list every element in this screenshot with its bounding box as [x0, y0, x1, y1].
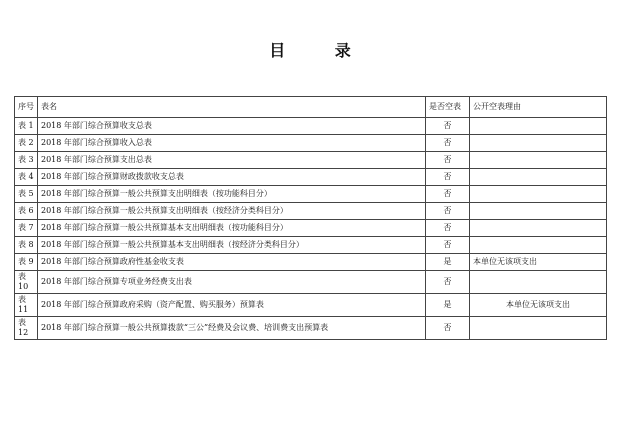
- row-reason: [470, 317, 607, 340]
- table-header-row: [15, 97, 607, 118]
- table-row: [15, 186, 607, 203]
- row-reason: [470, 186, 607, 203]
- page-title: 目 录: [269, 41, 373, 60]
- table-row: [15, 118, 607, 135]
- row-name: 2018 年部门综合预算一般公共预算基本支出明细表（按功能科目分）: [38, 220, 426, 237]
- table-row: [15, 220, 607, 237]
- catalog-table: [14, 96, 607, 340]
- row-empty: 否: [426, 237, 470, 254]
- row-no: 表 11: [15, 294, 38, 317]
- row-reason: [470, 135, 607, 152]
- row-empty: 是: [426, 254, 470, 271]
- row-empty: 否: [426, 203, 470, 220]
- row-no: 表 1: [15, 118, 38, 135]
- table-row: [15, 203, 607, 220]
- table-row: [15, 317, 607, 340]
- row-no: 表 6: [15, 203, 38, 220]
- row-no: 表 9: [15, 254, 38, 271]
- row-reason: [470, 152, 607, 169]
- table-row: [15, 135, 607, 152]
- row-empty: 否: [426, 118, 470, 135]
- row-name: 2018 年部门综合预算一般公共预算支出明细表（按功能科目分）: [38, 186, 426, 203]
- row-empty: 否: [426, 152, 470, 169]
- row-empty: 否: [426, 271, 470, 294]
- row-reason: [470, 220, 607, 237]
- row-no: 表 8: [15, 237, 38, 254]
- row-empty: 否: [426, 169, 470, 186]
- row-name: 2018 年部门综合预算一般公共预算基本支出明细表（按经济分类科目分）: [38, 237, 426, 254]
- table-row: [15, 294, 607, 317]
- row-empty: 是: [426, 294, 470, 317]
- row-reason: 本单位无该项支出: [470, 254, 607, 271]
- header-no: 序号: [15, 97, 38, 118]
- header-empty: 是否空表: [426, 97, 470, 118]
- row-empty: 否: [426, 317, 470, 340]
- row-name: 2018 年部门综合预算收入总表: [38, 135, 426, 152]
- row-no: 表 4: [15, 169, 38, 186]
- table-row: [15, 169, 607, 186]
- row-no: 表 10: [15, 271, 38, 294]
- row-empty: 否: [426, 186, 470, 203]
- row-no: 表 7: [15, 220, 38, 237]
- table-row: [15, 254, 607, 271]
- header-reason: 公开空表理由: [470, 97, 607, 118]
- row-name: 2018 年部门综合预算一般公共预算拨款“三公”经费及会议费、培训费支出预算表: [38, 317, 426, 340]
- row-no: 表 2: [15, 135, 38, 152]
- row-no: 表 12: [15, 317, 38, 340]
- row-no: 表 3: [15, 152, 38, 169]
- row-reason: [470, 203, 607, 220]
- row-empty: 否: [426, 220, 470, 237]
- row-name: 2018 年部门综合预算专项业务经费支出表: [38, 271, 426, 294]
- row-empty: 否: [426, 135, 470, 152]
- row-reason: [470, 271, 607, 294]
- table-row: [15, 237, 607, 254]
- row-name: 2018 年部门综合预算支出总表: [38, 152, 426, 169]
- row-name: 2018 年部门综合预算收支总表: [38, 118, 426, 135]
- row-name: 2018 年部门综合预算政府采购（资产配置、购买服务）预算表: [38, 294, 426, 317]
- table-row: [15, 271, 607, 294]
- row-name: 2018 年部门综合预算财政拨款收支总表: [38, 169, 426, 186]
- row-reason: [470, 169, 607, 186]
- row-reason: [470, 118, 607, 135]
- row-reason: [470, 237, 607, 254]
- row-name: 2018 年部门综合预算一般公共预算支出明细表（按经济分类科目分）: [38, 203, 426, 220]
- header-name: 表名: [38, 97, 426, 118]
- row-reason: 本单位无该项支出: [470, 294, 607, 317]
- table-row: [15, 152, 607, 169]
- row-no: 表 5: [15, 186, 38, 203]
- row-name: 2018 年部门综合预算政府性基金收支表: [38, 254, 426, 271]
